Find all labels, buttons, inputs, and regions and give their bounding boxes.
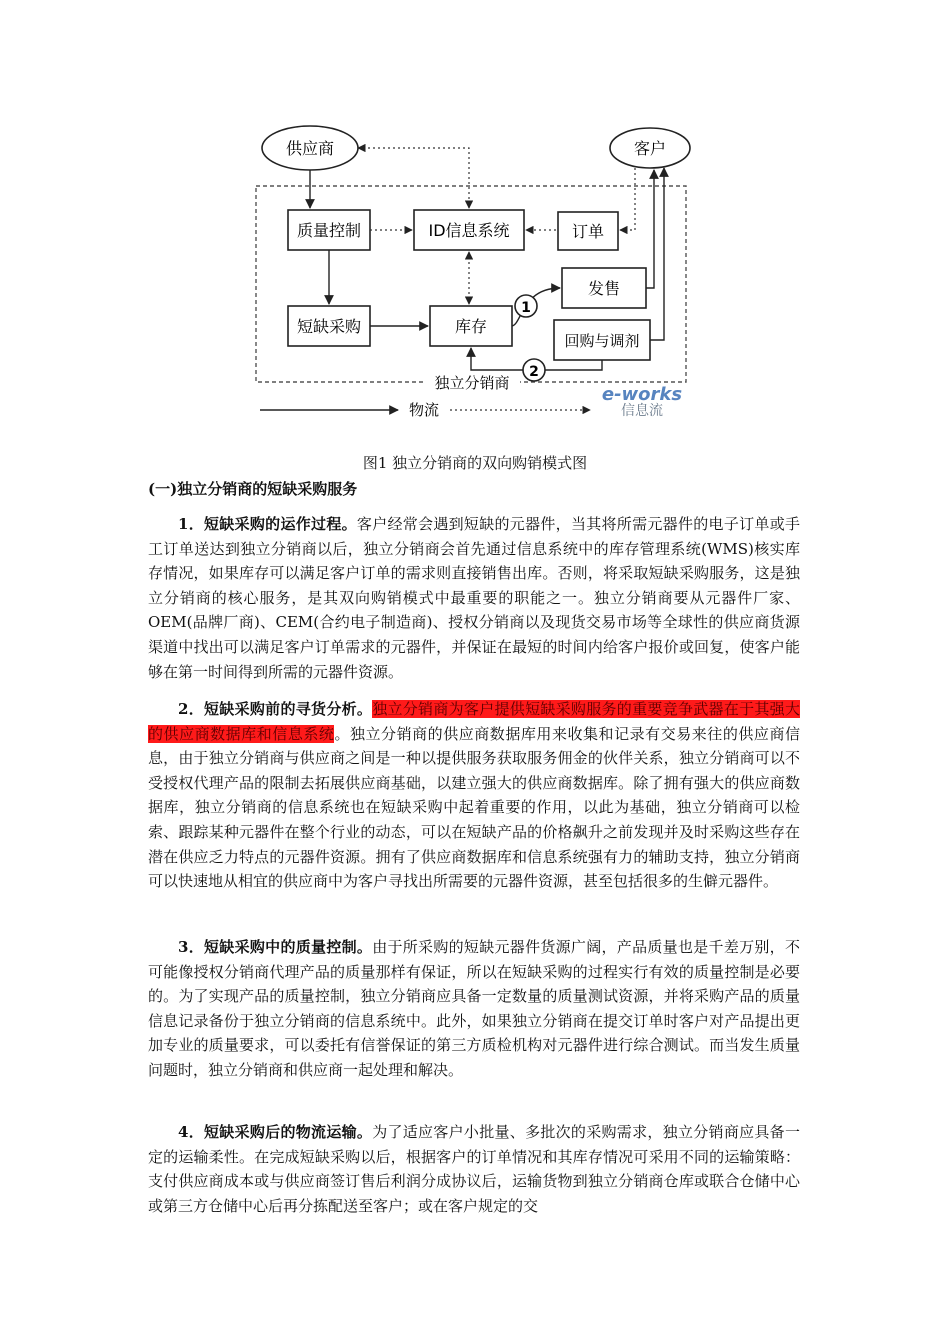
- customer-label: 客户: [633, 139, 667, 158]
- paragraph-3: [148, 935, 800, 1083]
- marker-2-label: 2: [529, 364, 539, 380]
- buyback-label: 回购与调剂: [564, 332, 640, 350]
- figure-caption: 图1 独立分销商的双向购销模式图: [362, 454, 588, 472]
- arrow-supplier-id: [358, 148, 469, 208]
- paragraph-2: [148, 697, 800, 894]
- paragraph-3-title: 3．短缺采购中的质量控制。: [178, 938, 373, 956]
- inventory-label: 库存: [454, 317, 488, 336]
- paragraph-4: [148, 1120, 800, 1218]
- paragraph-1: [148, 512, 800, 684]
- paragraph-4-body: 为了适应客户小批量、多批次的采购需求，独立分销商应具备一定的运输柔性。在完成短缺采购以后，根据客户的订单情况和其库存情况可采用不同的运输策略：支付供应商成本或与供应商签订售后利润分成协议后，运输货物到独立分销商仓库或联合仓储中心或第三方仓储中心后再分拣配送至客户；或在客户规定的交: [148, 1123, 800, 1215]
- eworks-watermark: e-works: [601, 384, 683, 405]
- paragraph-2-highlight: 独立分销商为客户提供短缺采购服务的重要竞争武器在于其强大的供应商数据库和信息系统: [148, 700, 800, 743]
- paragraph-4-title: 4．短缺采购后的物流运输。: [178, 1123, 373, 1141]
- marker-1-label: 1: [521, 300, 531, 316]
- arrow-shipping-customer: [646, 170, 654, 288]
- section-heading: (一)独立分销商的短缺采购服务: [148, 480, 358, 498]
- arrow-buyback-customer: [650, 168, 664, 340]
- id-system-label: ID信息系统: [428, 221, 510, 240]
- arrow-customer-order: [620, 168, 635, 230]
- shortage-purchase-label: 短缺采购: [296, 317, 362, 336]
- paragraph-2-body: 。独立分销商的供应商数据库用来收集和记录有交易来往的供应商信息，由于独立分销商与供应商之间是一种以提供服务获取服务佣金的伙伴关系，独立分销商可以不受授权代理产品的限制去拓展供应商基础，以建立强大的供应商数据库。除了拥有强大的供应商数据库，独立分销商的信息系统也在短缺采购中起着重要的作用，以此为基础，独立分销商可以检索、跟踪某种元器件在整个行业的动态，可以在短缺产品的价格飙升之前发现并及时采购这些存在潜在供应乏力特点的元器件资源。拥有了供应商数据库和信息系统强有力的辅助支持，独立分销商可以快速地从相宜的供应商中为客户寻找出所需要的元器件资源，甚至包括很多的生僻元器件。: [148, 724, 800, 891]
- quality-control-label: 质量控制: [296, 221, 362, 240]
- paragraph-3-body: 由于所采购的短缺元器件货源广阔，产品质量也是千差万别，不可能像授权分销商代理产品的质量那样有保证，所以在短缺采购的过程实行有效的质量控制是必要的。为了实现产品的质量控制，独立分销商应具备一定数量的质量测试资源，并将采购产品的质量信息记录备份于独立分销商的信息系统中。此外，如果独立分销商在提交订单时客户对产品提出更加专业的质量要求，可以委托有信誉保证的第三方质检机构对元器件进行综合测试。而当发生质量问题时，独立分销商和供应商一起处理和解决。: [148, 938, 800, 1079]
- shipping-label: 发售: [587, 279, 621, 298]
- order-label: 订单: [571, 222, 605, 241]
- purchase-sales-model-diagram: [250, 118, 710, 428]
- paragraph-2-title: 2．短缺采购前的寻货分析。: [178, 700, 373, 718]
- paragraph-1-title: 1．短缺采购的运作过程。: [178, 515, 357, 533]
- paragraph-1-body: 客户经常会遇到短缺的元器件，当其将所需元器件的电子订单或手工订单送达到独立分销商以后，独立分销商会首先通过信息系统中的库存管理系统(WMS)核实库存情况，如果库存可以满足客户订单的需求则直接销售出库。否则，将采取短缺采购服务，这是独立分销商的核心服务，是其双向购销模式中最重要的职能之一。独立分销商要从元器件厂家、OEM(品牌厂商)、CEM(合约电子制造商)、授权分销商以及现货交易市场等全球性的供应商货源渠道中找出可以满足客户订单需求的元器件，并保证在最短的时间内给客户报价或回复，使客户能够在第一时间得到所需的元器件资源。: [148, 515, 800, 681]
- distributor-label: 独立分销商: [434, 374, 510, 392]
- legend-logistics-label: 物流: [408, 401, 440, 419]
- legend-info-flow-label: 信息流: [621, 403, 663, 419]
- supplier-label: 供应商: [285, 139, 335, 158]
